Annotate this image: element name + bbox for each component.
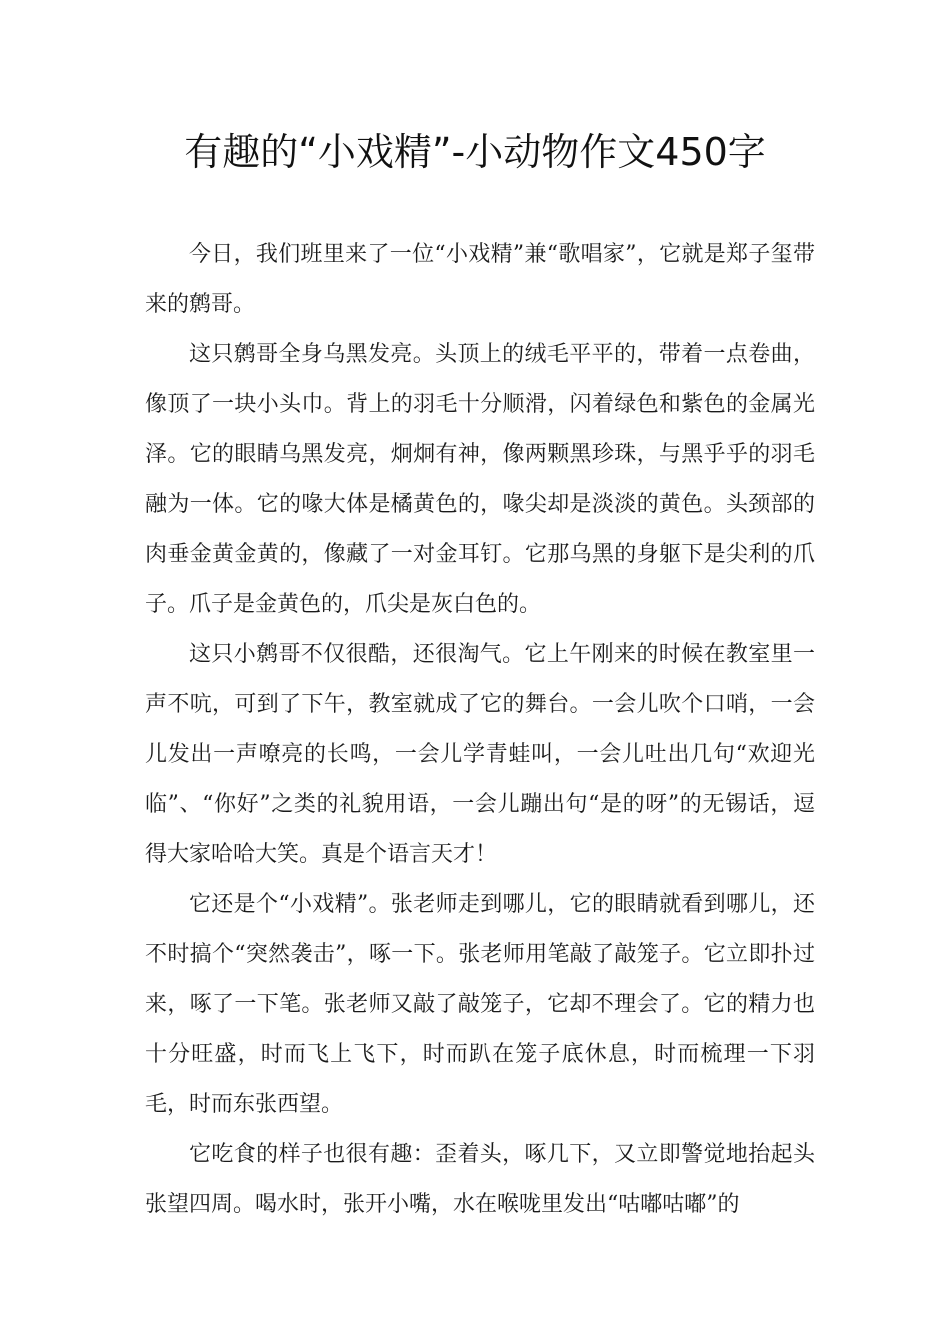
paragraph-3: 这只小鹩哥不仅很酷，还很淘气。它上午刚来的时候在教室里一声不吭，可到了下午，教室就成了它的舞台。一会儿吹个口哨，一会儿发出一声嘹亮的长鸣，一会儿学青蛙叫，一会儿吐出几句“欢迎光临”、“你好”之类的礼貌用语，一会儿蹦出句“是的呀”的无锡话，逗得大家哈哈大笑。真是个语言天才！ [145, 642, 815, 867]
document-body [145, 230, 815, 1230]
paragraph-1: 今日，我们班里来了一位“小戏精”兼“歌唱家”，它就是郑子玺带来的鹩哥。 [145, 242, 815, 317]
paragraph-5: 它吃食的样子也很有趣：歪着头，啄几下，又立即警觉地抬起头张望四周。喝水时，张开小嘴，水在喉咙里发出“咕嘟咕嘟”的 [145, 1142, 815, 1217]
paragraph-2: 这只鹩哥全身乌黑发亮。头顶上的绒毛平平的，带着一点卷曲，像顶了一块小头巾。背上的羽毛十分顺滑，闪着绿色和紫色的金属光泽。它的眼睛乌黑发亮，炯炯有神，像两颗黑珍珠，与黑乎乎的羽毛融为一体。它的喙大体是橘黄色的，喙尖却是淡淡的黄色。头颈部的肉垂金黄金黄的，像藏了一对金耳钉。它那乌黑的身躯下是尖利的爪子。爪子是金黄色的，爪尖是灰白色的。 [145, 342, 815, 617]
paragraph-4: 它还是个“小戏精”。张老师走到哪儿，它的眼睛就看到哪儿，还不时搞个“突然袭击”，啄一下。张老师用笔敲了敲笼子。它立即扑过来，啄了一下笔。张老师又敲了敲笼子，它却不理会了。它的精力也十分旺盛，时而飞上飞下，时而趴在笼子底休息，时而梳理一下羽毛，时而东张西望。 [145, 892, 815, 1117]
document-title: 有趣的“小戏精”-小动物作文450字 [184, 130, 766, 174]
